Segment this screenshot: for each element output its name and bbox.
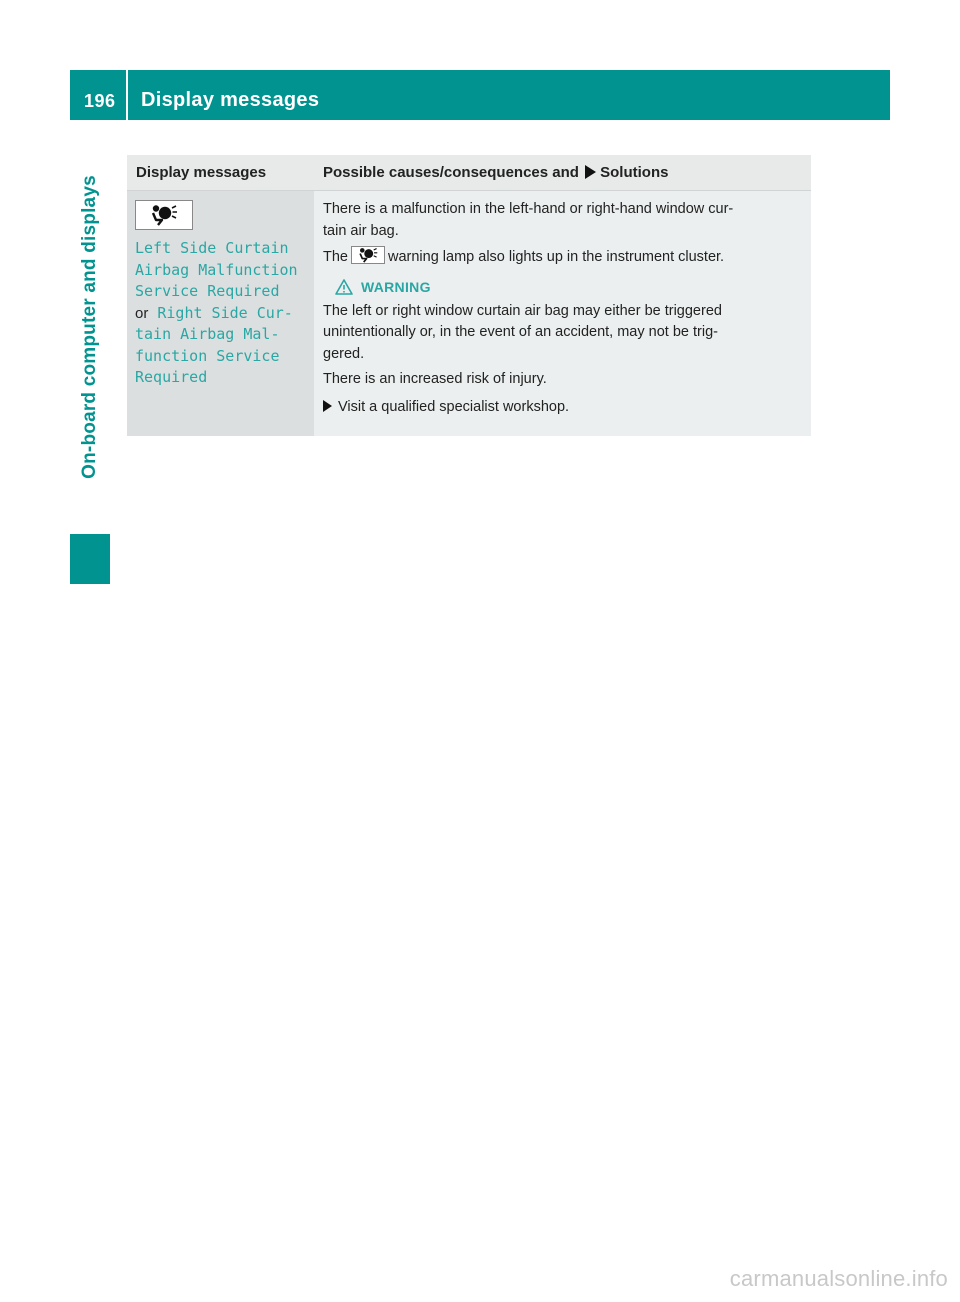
message-text-line: Required [135,368,208,386]
cause-line: tain air bag. [323,222,399,239]
message-connector: or [135,304,149,322]
column-header-solutions-text: Solutions [600,164,669,181]
instruction-text: Visit a qualified specialist workshop. [338,398,570,415]
message-text-line: function Service [135,346,280,365]
instruction [323,397,803,419]
cause-line: There is a malfunction in the left-hand or right-hand window cur- [323,201,734,217]
column-header-causes-solutions [314,155,811,190]
message-line [135,238,314,260]
message-line [135,281,314,303]
lamp-text [323,246,803,269]
message-line [135,346,314,368]
page-title: Display messages [141,89,320,111]
arrow-right-icon [323,400,332,412]
warning-line: gered. [323,345,365,362]
warning-line: unintentionally or, in the event of an accident, may not be trig- [323,324,718,340]
page-header [70,70,890,120]
column-header-display-messages: Display messages [136,164,267,181]
warning-line: The left or right window curtain air bag may either be triggered [323,302,722,319]
message-line [135,367,314,389]
airbag-warning-icon [351,246,385,264]
section-label-text: On-board computer and displays [79,175,100,479]
page-number: 196 [84,91,116,111]
arrow-right-icon [585,165,596,179]
message-text-line: tain Airbag Mal‑ [135,325,280,343]
cause-text [323,199,803,242]
table-row [127,191,811,436]
message-text-line: Right Side Cur‑ [157,303,293,322]
warning-heading [335,279,803,295]
table-header [127,155,811,191]
message-line [135,324,314,346]
watermark: carmanualsonline.info [729,1266,948,1291]
display-message-cell [127,191,314,436]
message-text-line: Left Side Curtain [135,239,289,257]
lamp-text-before: The [323,249,348,265]
message-line [135,260,314,282]
airbag-symbol [150,204,178,226]
risk-text: There is an increased risk of injury. [323,371,547,387]
column-header-causes-text: Possible causes/consequences and [323,164,579,181]
message-text [135,238,314,389]
warning-text [323,301,803,366]
warning-label: WARNING [361,278,431,295]
message-line [135,303,314,325]
message-text-line: Airbag Malfunction [135,260,298,279]
causes-solutions-cell [314,191,811,436]
lamp-text-after: warning lamp also lights up in the instrument cluster. [388,249,725,265]
header-divider [126,70,128,120]
section-label [70,120,110,534]
warning-triangle-icon [335,279,353,295]
message-text-line: Service Required [135,282,280,300]
airbag-warning-icon [135,200,193,230]
display-messages-table [127,155,811,436]
